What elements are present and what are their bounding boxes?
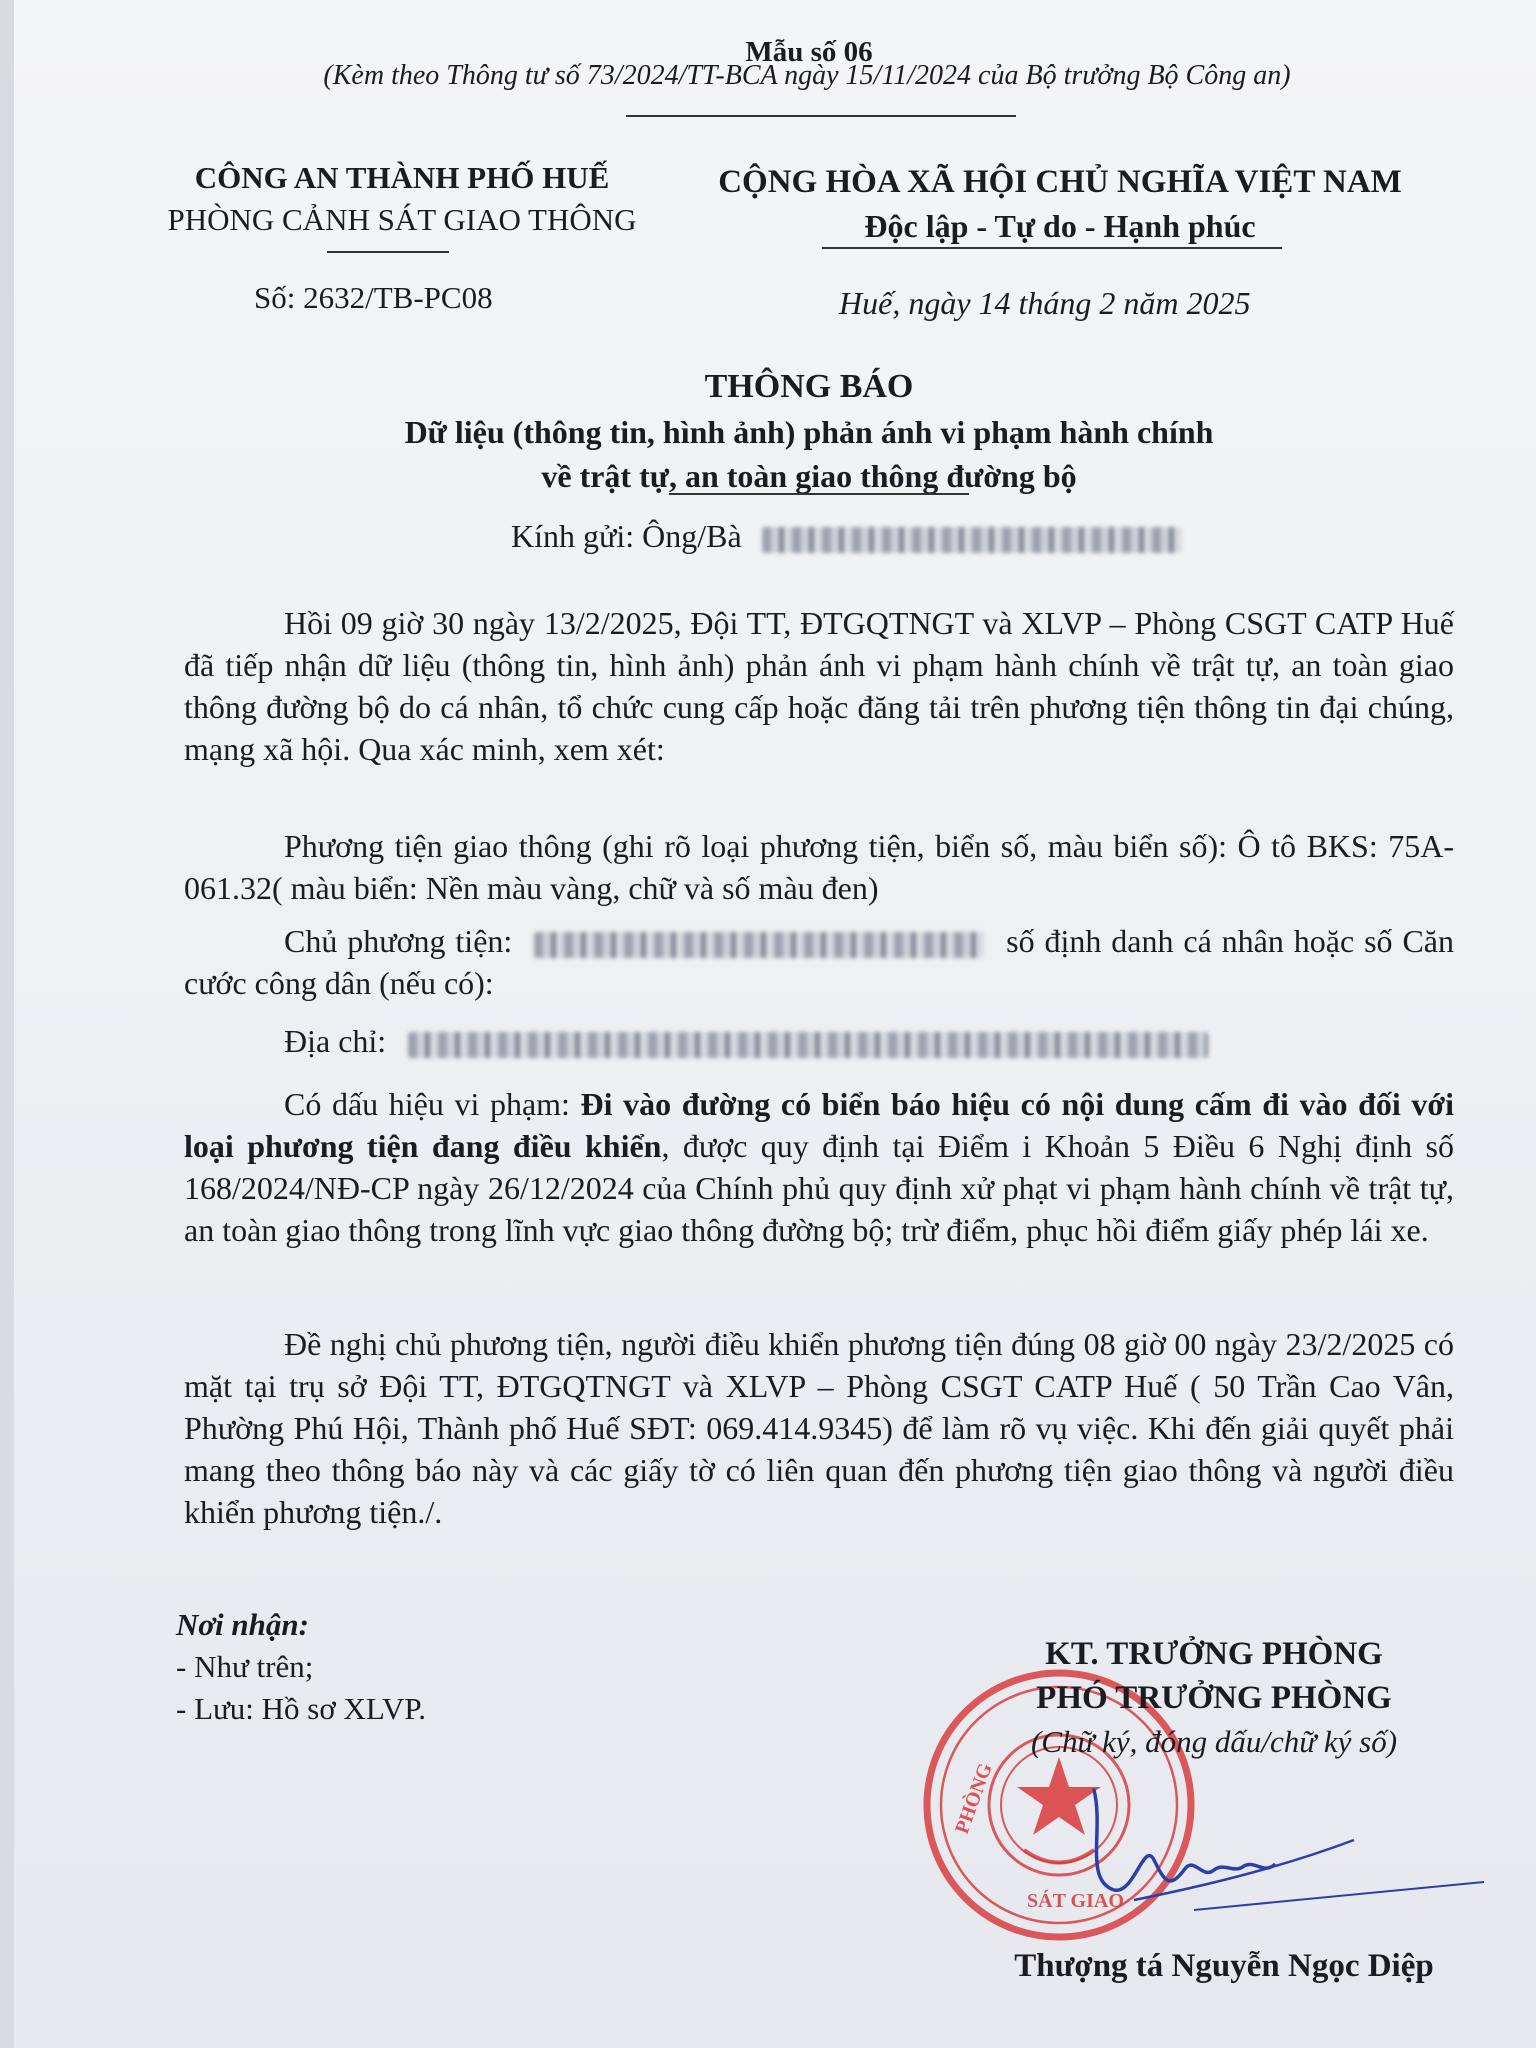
greeting <box>511 518 1182 555</box>
document-subtitle <box>14 410 1536 498</box>
owner-rest: số định danh cá nhân hoặc số Căn cước công dân (nếu có): <box>184 923 1455 1001</box>
redacted-owner <box>534 932 984 958</box>
paragraph-address <box>184 1020 1454 1062</box>
paragraph-request: Đề nghị chủ phương tiện, người điều khiển phương tiện đúng 08 giờ 00 ngày 23/2/2025 có mặt tại trụ sở Đội TT, ĐTGQTNGT và XLVP – Phòng CSGT CATP Huế ( 50 Trần Cao Vân, Phường Phú Hội, Thành phố Huế SĐT: 069.414.9345) để làm rõ vụ việc. Khi đến giải quyết phải mang theo thông báo này và các giấy tờ có liên quan đến phương tiện giao thông và người điều khiển phương tiện./. <box>184 1326 1454 1530</box>
signature-block <box>914 1632 1514 1764</box>
document-title: THÔNG BÁO <box>704 368 914 405</box>
signer-name: Thượng tá Nguyễn Ngọc Diệp <box>1014 1948 1434 1984</box>
agency-name: CÔNG AN THÀNH PHỐ HUẾ <box>194 160 610 195</box>
place-date: Huế, ngày 14 tháng 2 năm 2025 <box>839 285 1251 321</box>
issuing-agency <box>142 157 662 241</box>
greeting-label: Kính gửi: Ông/Bà <box>511 518 742 554</box>
country-name: CỘNG HÒA XÃ HỘI CHỦ NGHĨA VIỆT NAM <box>718 164 1402 200</box>
paragraph-owner <box>184 920 1454 1004</box>
owner-label: Chủ phương tiện: <box>284 923 513 959</box>
form-reference: (Kèm theo Thông tư số 73/2024/TT-BCA ngày 15/11/2024 của Bộ trưởng Bộ Công an) <box>323 60 1291 91</box>
paragraph-vehicle: Phương tiện giao thông (ghi rõ loại phương tiện, biển số, màu biển số): Ô tô BKS: 75A-061.32( màu biển: Nền màu vàng, chữ và số màu đen) <box>184 828 1454 906</box>
seal-text-top: PHÒNG <box>951 1760 997 1837</box>
recipient-item: - Như trên; <box>176 1649 314 1684</box>
subtitle-line-2: về trật tự, an toàn giao thông đường bộ <box>541 458 1077 494</box>
seal-text-bottom: SÁT GIAO <box>1027 1890 1124 1912</box>
divider-motto <box>822 247 1282 249</box>
handwritten-signature <box>1074 1770 1494 1920</box>
subtitle-line-1: Dữ liệu (thông tin, hình ảnh) phản ánh vi phạm hành chính <box>404 414 1214 450</box>
document-page <box>14 0 1536 2048</box>
motto: Độc lập - Tự do - Hạnh phúc <box>864 208 1256 244</box>
violation-description: Đi vào đường có biển báo hiệu có nội dung cấm đi vào đối với loại phương tiện đang điều khiển <box>184 1086 1455 1164</box>
paragraph-intro: Hồi 09 giờ 30 ngày 13/2/2025, Đội TT, ĐTGQTNGT và XLVP – Phòng CSGT CATP Huế đã tiếp nhận dữ liệu (thông tin, hình ảnh) phản ánh vi phạm hành chính về trật tự, an toàn giao thông đường bộ do cá nhân, tổ chức cung cấp hoặc đăng tải trên phương tiện thông tin đại chúng, mạng xã hội. Qua xác minh, xem xét: <box>184 605 1454 767</box>
divider-top <box>626 115 1016 117</box>
divider-agency <box>327 251 449 253</box>
signer-position: PHÓ TRƯỞNG PHÒNG <box>1036 1680 1392 1716</box>
divider-title <box>669 493 969 495</box>
signature-note: (Chữ ký, đóng dấu/chữ ký số) <box>1030 1724 1398 1759</box>
document-number: Số: 2632/TB-PC08 <box>254 280 493 315</box>
redacted-address <box>408 1032 1208 1058</box>
paragraph-violation <box>184 1083 1454 1251</box>
signer-authority: KT. TRƯỞNG PHÒNG <box>1045 1636 1383 1672</box>
violation-legal-basis: , được quy định tại Điểm i Khoản 5 Điều 6 Nghị định số 168/2024/NĐ-CP ngày 26/12/2024 của Chính phủ quy định xử phạt vi phạm hành chính về trật tự, an toàn giao thông trong lĩnh vực giao thông đường bộ; trừ điểm, phục hồi điểm giấy phép lái xe. <box>184 1128 1455 1248</box>
address-label: Địa chỉ: <box>284 1023 387 1059</box>
form-number: Mẫu số 06 <box>745 36 873 68</box>
violation-lead: Có dấu hiệu vi phạm: <box>284 1086 581 1122</box>
recipients <box>176 1604 426 1730</box>
recipient-item: - Lưu: Hồ sơ XLVP. <box>176 1691 426 1726</box>
national-header <box>700 160 1420 248</box>
recipients-heading: Nơi nhận: <box>176 1607 309 1642</box>
department-name: PHÒNG CẢNH SÁT GIAO THÔNG <box>167 202 637 237</box>
redacted-name <box>762 527 1182 553</box>
